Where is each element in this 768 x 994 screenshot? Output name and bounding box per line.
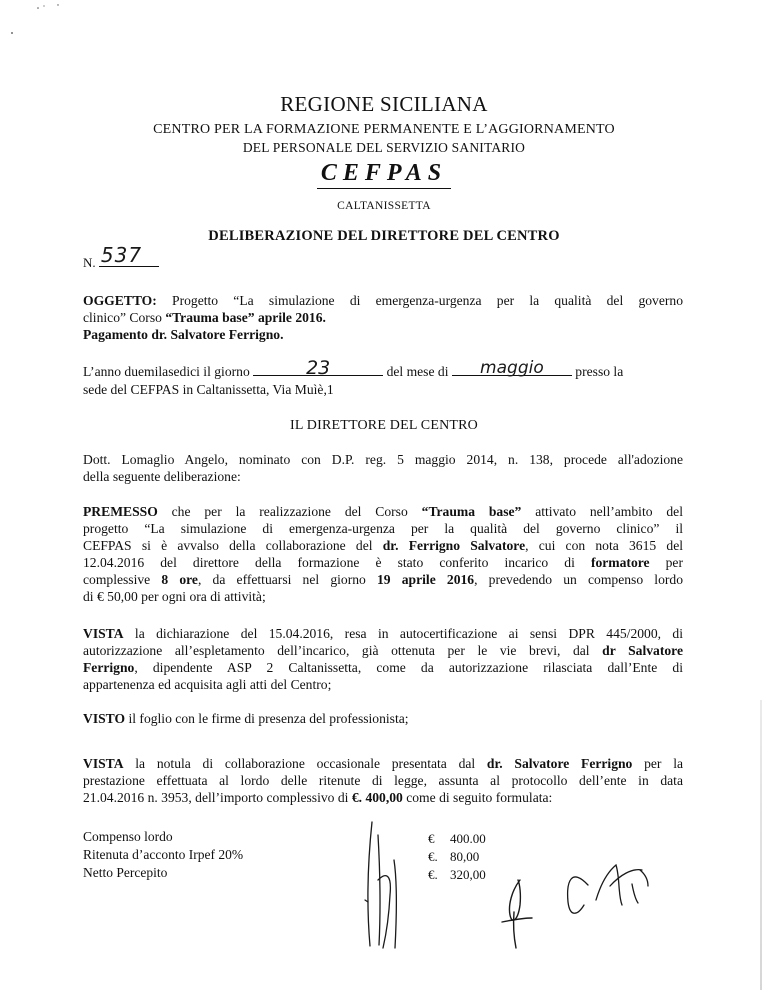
visto-line: VISTO il foglio con le firme di presenza del professionista; bbox=[83, 711, 409, 726]
premesso-line: complessive 8 ore, da effettuarsi nel giorno 19 aprile 2016, prevedendo un compenso lordo bbox=[83, 572, 683, 587]
oggetto-line: clinico” Corso “Trauma base” aprile 2016. bbox=[83, 310, 326, 325]
vista1-line: appartenenza ed acquisita agli atti del Centro; bbox=[83, 677, 332, 692]
premesso-line: progetto “La simulazione di emergenza-urgenza per la qualità del governo clinico” il bbox=[83, 521, 683, 536]
breakdown-label: Netto Percepito bbox=[83, 865, 168, 880]
amount-value: 80,00 bbox=[450, 849, 480, 864]
oggetto-line: Pagamento dr. Salvatore Ferrigno. bbox=[83, 327, 284, 342]
dott-line: Dott. Lomaglio Angelo, nominato con D.P. reg. 5 maggio 2014, n. 138, procede all'adozione bbox=[83, 452, 683, 467]
vista1-line: VISTA la dichiarazione del 15.04.2016, resa in autocertificazione ai sensi DPR 445/2000, di bbox=[83, 626, 683, 641]
number-label: N. bbox=[83, 255, 96, 270]
city-label: CALTANISSETTA bbox=[337, 200, 431, 212]
amount-value: 320,00 bbox=[450, 867, 486, 882]
vista2-line: VISTA la notula di collaborazione occasionale presentata dal dr. Salvatore Ferrigno per la bbox=[83, 756, 684, 771]
direttore-heading: IL DIRETTORE DEL CENTRO bbox=[289, 418, 478, 433]
premesso-line: di € 50,00 per ogni ora di attività; bbox=[83, 589, 266, 604]
deliberazione-heading: DELIBERAZIONE DEL DIRETTORE DEL CENTRO bbox=[208, 228, 560, 244]
amount-row: € 400.00 bbox=[428, 831, 486, 846]
vista1-line: Ferrigno, dipendente ASP 2 Caltanissetta, come da autorizzazione rilasciata dall’Ente di bbox=[83, 660, 683, 675]
premesso-line: PREMESSO che per la realizzazione del Corso “Trauma base” attivato nell’ambito del bbox=[83, 504, 683, 519]
month-handwritten: maggio bbox=[480, 358, 544, 378]
breakdown-label: Compenso lordo bbox=[83, 829, 173, 844]
premesso-line: 12.04.2016 del direttore della formazione è stato conferito incarico di formatore per bbox=[83, 555, 683, 570]
vista2-line: prestazione effettuata al lordo delle ritenute di legge, assunta al protocollo dell’ente in data bbox=[83, 773, 683, 788]
oggetto-label: OGGETTO: bbox=[83, 293, 157, 308]
anno-line: L’anno duemilasedici il giorno 23 del mese di maggio presso la bbox=[83, 357, 624, 379]
dott-line: della seguente deliberazione: bbox=[83, 469, 241, 484]
anno-line: sede del CEFPAS in Caltanissetta, Via Muìè,1 bbox=[83, 382, 334, 397]
signature-scribble bbox=[568, 865, 648, 913]
signature-mark bbox=[502, 880, 532, 948]
amount-row: €. 80,00 bbox=[428, 849, 480, 864]
centro-title-line1: CENTRO PER LA FORMAZIONE PERMANENTE E L’AGGIORNAMENTO bbox=[153, 122, 615, 137]
premesso-line: CEFPAS si è avvalso della collaborazione del dr. Ferrigno Salvatore, cui con nota 3615 del bbox=[83, 538, 684, 553]
centro-title-line2: DEL PERSONALE DEL SERVIZIO SANITARIO bbox=[242, 140, 526, 155]
day-handwritten: 23 bbox=[306, 357, 331, 379]
vista1-line: autorizzazione all’espletamento dell’incarico, già ottenuta per le vie brevi, dal dr Salvatore bbox=[83, 643, 683, 658]
vista2-line: 21.04.2016 n. 3953, dell’importo complessivo di €. 400,00 come di seguito formulata: bbox=[83, 790, 553, 805]
breakdown-label: Ritenuta d’acconto Irpef 20% bbox=[83, 847, 244, 862]
amount-row: €. 320,00 bbox=[428, 867, 486, 882]
oggetto-line: OGGETTO: Progetto “La simulazione di emergenza-urgenza per la qualità del governo bbox=[83, 293, 683, 308]
region-title: REGIONE SICILIANA bbox=[280, 92, 488, 116]
cefpas-logotype: CEFPAS bbox=[317, 160, 451, 189]
initials-bracket bbox=[365, 822, 396, 948]
amount-value: 400.00 bbox=[450, 831, 486, 846]
number-handwritten: 537 bbox=[100, 243, 143, 267]
